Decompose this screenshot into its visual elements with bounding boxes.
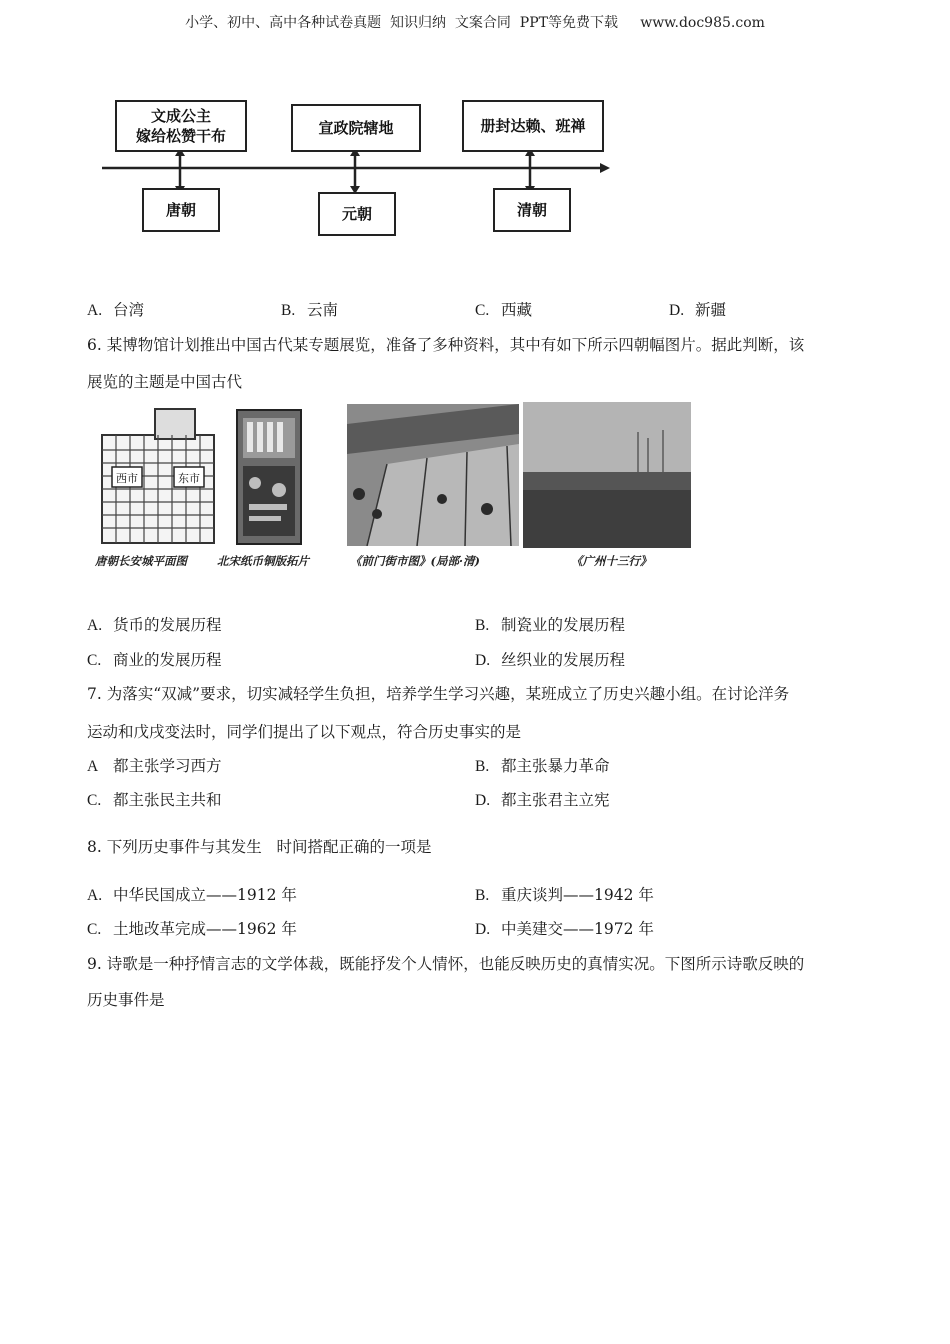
q7-option-a[interactable]: A 都主张学习西方 xyxy=(87,757,222,775)
q8-option-b[interactable]: B. 重庆谈判——1942 年 xyxy=(475,886,654,904)
q6-option-a[interactable]: A. 货币的发展历程 xyxy=(87,616,222,634)
event-box-tang: 文成公主 嫁给松赞干布 xyxy=(115,100,247,152)
dynasty-box-qing: 清朝 xyxy=(493,188,571,232)
caption-qianmen-street: 《前门街市图》(局部·清) xyxy=(350,554,480,568)
event-box-qing: 册封达赖、班禅 xyxy=(462,100,604,152)
west-market-label: 西市 xyxy=(116,472,138,485)
q9-stem-line2: 历史事件是 xyxy=(87,991,165,1009)
q5-option-d[interactable]: D. 新疆 xyxy=(669,301,727,319)
q5-option-a[interactable]: A. 台湾 xyxy=(87,301,145,319)
guangzhou-thirteen-hongs-image xyxy=(523,402,691,548)
caption-changan-map: 唐朝长安城平面图 xyxy=(95,554,187,568)
q7-option-c[interactable]: C. 都主张民主共和 xyxy=(87,791,222,809)
dynasty-box-yuan: 元朝 xyxy=(318,192,396,236)
q5-option-c[interactable]: C. 西藏 xyxy=(475,301,533,319)
q6-option-d[interactable]: D. 丝织业的发展历程 xyxy=(475,651,626,669)
q8-option-c[interactable]: C. 土地改革完成——1962 年 xyxy=(87,920,297,938)
q6-option-c[interactable]: C. 商业的发展历程 xyxy=(87,651,222,669)
q6-image-strip xyxy=(95,400,695,585)
q8-stem: 8. 下列历史事件与其发生 时间搭配正确的一项是 xyxy=(87,838,432,856)
event-box-yuan: 宣政院辖地 xyxy=(291,104,421,152)
q8-option-a[interactable]: A. 中华民国成立——1912 年 xyxy=(87,886,297,904)
changan-map-image xyxy=(100,405,218,547)
q5-option-b[interactable]: B. 云南 xyxy=(281,301,339,319)
q7-option-d[interactable]: D. 都主张君主立宪 xyxy=(475,791,610,809)
q8-option-d[interactable]: D. 中美建交——1972 年 xyxy=(475,920,654,938)
q7-stem-line1: 7. 为落实“双减”要求，切实减轻学生负担，培养学生学习兴趣，某班成立了历史兴趣小组。在讨论洋务 xyxy=(87,685,790,703)
dynasty-box-tang: 唐朝 xyxy=(142,188,220,232)
east-market-label: 东市 xyxy=(178,472,200,485)
q9-stem-line1: 9. 诗歌是一种抒情言志的文学体裁，既能抒发个人情怀，也能反映历史的真情实况。下图所示诗歌反映的 xyxy=(87,955,805,973)
site-header: 小学、初中、高中各种试卷真题 知识归纳 文案合同 PPT等免费下载 www.doc985.com xyxy=(185,15,765,31)
caption-thirteen-hongs: 《广州十三行》 xyxy=(571,554,652,568)
caption-banknote-rubbing: 北宋纸币铜版拓片 xyxy=(217,554,309,568)
q6-stem-line2: 展览的主题是中国古代 xyxy=(87,373,243,391)
timeline-diagram xyxy=(90,92,620,242)
q6-stem-line1: 6. 某博物馆计划推出中国古代某专题展览，准备了多种资料，其中有如下所示四朝幅图片。据此判断，该 xyxy=(87,336,805,354)
banknote-rubbing-image xyxy=(235,408,303,546)
qianmen-street-image xyxy=(347,404,519,546)
q7-option-b[interactable]: B. 都主张暴力革命 xyxy=(475,757,610,775)
q7-stem-line2: 运动和戊戌变法时，同学们提出了以下观点，符合历史事实的是 xyxy=(87,723,522,741)
q6-option-b[interactable]: B. 制瓷业的发展历程 xyxy=(475,616,626,634)
